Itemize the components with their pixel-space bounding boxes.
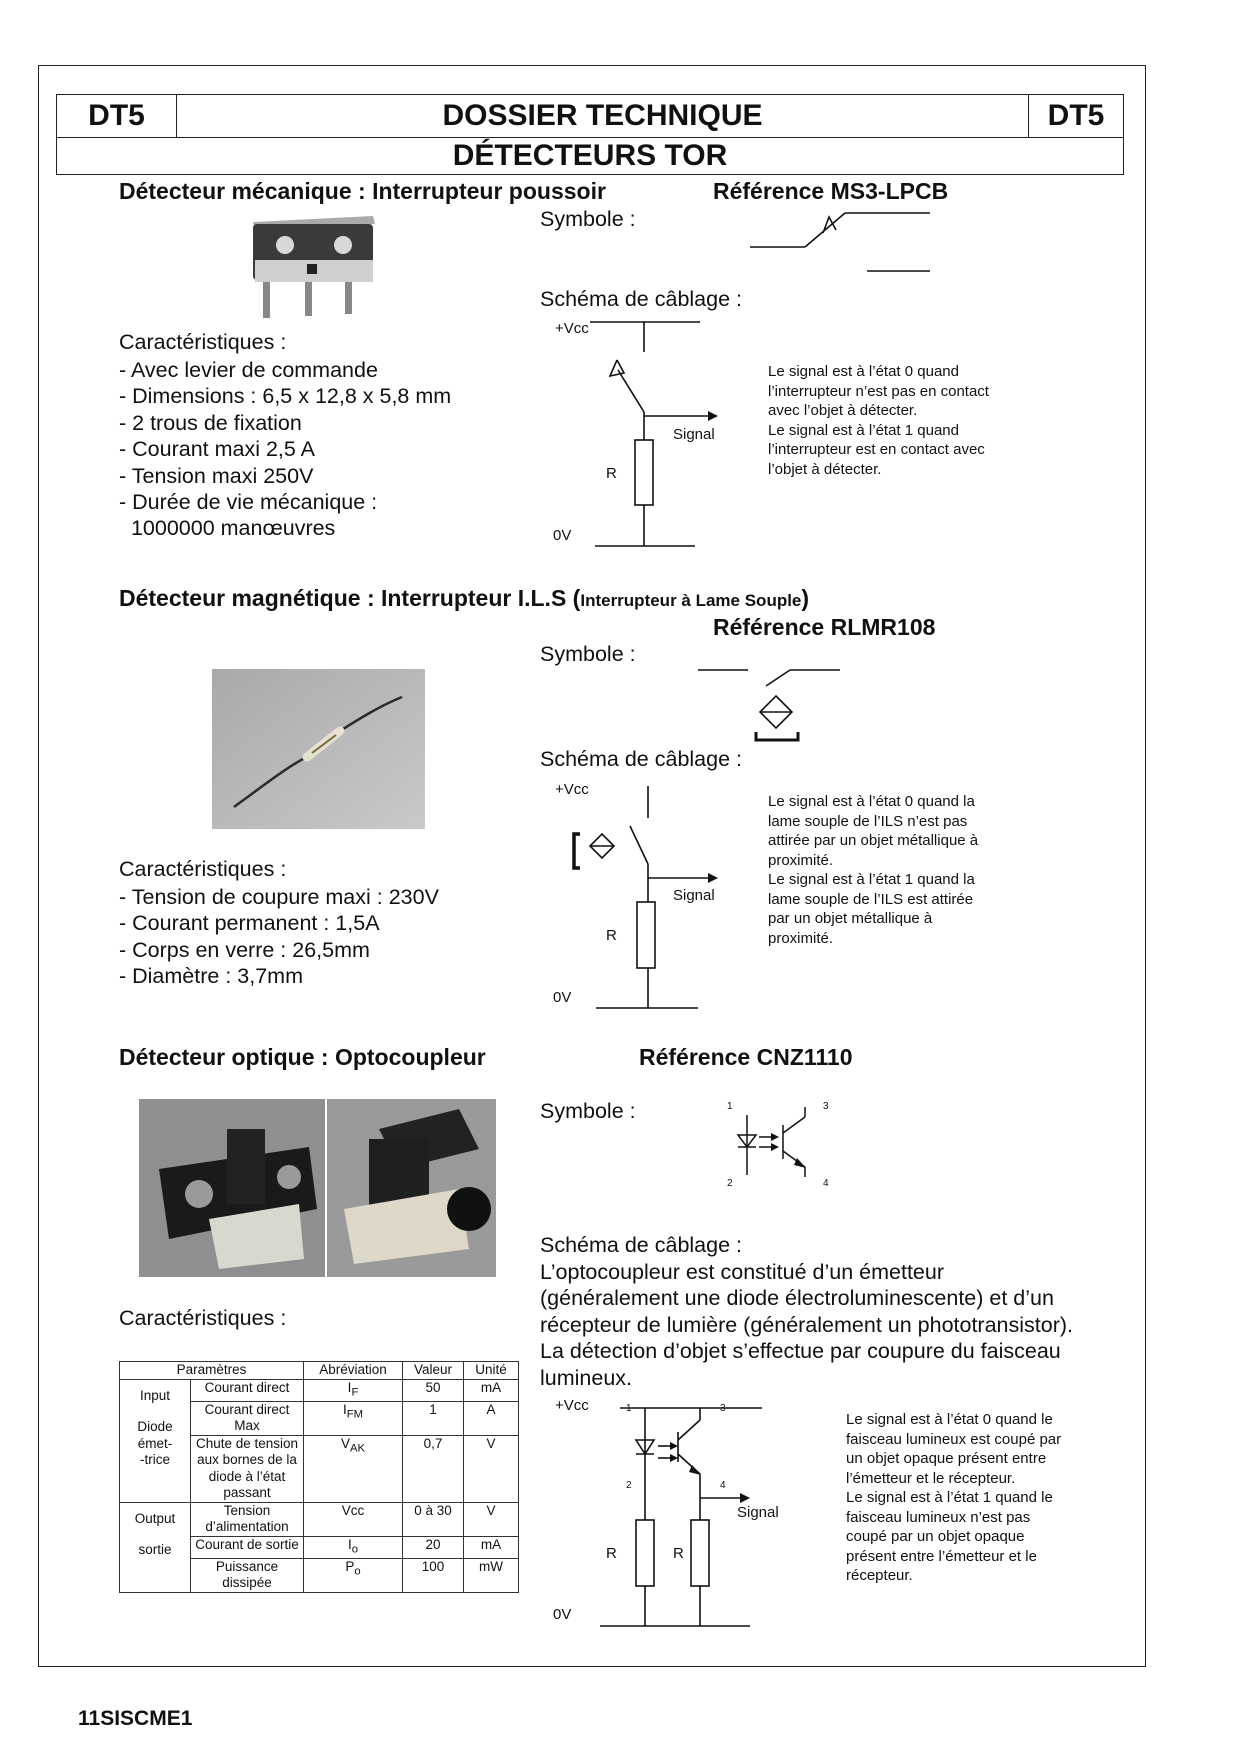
mecanique-0v-label: 0V bbox=[553, 527, 572, 544]
mecanique-vcc-label: +Vcc bbox=[555, 320, 589, 337]
pushbutton-symbol bbox=[750, 205, 940, 275]
doc-code-right: DT5 bbox=[1028, 94, 1124, 138]
table-row: Output sortie Tension d’alimentation Vcc 0 à 30 V bbox=[120, 1502, 519, 1536]
doc-code-left: DT5 bbox=[56, 94, 177, 138]
table-row: Puissance dissipée $P_o$ 100 mW bbox=[120, 1558, 519, 1592]
list-item: 1000000 manœuvres bbox=[119, 516, 336, 541]
mecanique-r-label: R bbox=[606, 465, 617, 482]
optocoupleur-symbol bbox=[735, 1105, 835, 1185]
magnetique-wiring-diagram bbox=[566, 780, 710, 1012]
microswitch-photo bbox=[245, 210, 380, 325]
mecanique-reference: Référence MS3-LPCB bbox=[713, 178, 949, 204]
list-item: - Courant permanent : 1,5A bbox=[119, 911, 380, 936]
mecanique-wiring-diagram bbox=[590, 318, 710, 550]
mecanique-cablage-label: Schéma de câblage : bbox=[540, 287, 742, 311]
wiring-pin-4: 4 bbox=[720, 1480, 726, 1491]
magnetique-cablage-label: Schéma de câblage : bbox=[540, 747, 742, 771]
magnetique-note: Le signal est à l’état 0 quand la lame souple de l’ILS n’est pas attirée par un objet métallique à proximité. Le signal est à l’état 1 quand la lame souple de l’ILS est attirée par un objet métallique à proximité. bbox=[768, 793, 979, 947]
list-item: - Durée de vie mécanique : bbox=[119, 490, 378, 515]
optique-symbole-label: Symbole : bbox=[540, 1099, 636, 1123]
optique-description: L’optocoupleur est constitué d’un émetteur (généralement une diode électroluminescente) et d’un récepteur de lumière (généralement un phototransistor). La détection d’objet s’effectue par coupure du faisceau lumineux. bbox=[540, 1260, 1074, 1390]
table-row: Courant de sortie $I_o$ 20 mA bbox=[120, 1536, 519, 1558]
mecanique-heading: Détecteur mécanique : Interrupteur poussoir bbox=[119, 178, 606, 204]
doc-subtitle: DÉTECTEURS TOR bbox=[56, 137, 1124, 175]
ils-symbol bbox=[698, 662, 843, 744]
table-row: Chute de tension aux bornes de la diode à l’état passant $V_{AK}$ 0,7 V bbox=[120, 1435, 519, 1502]
optique-carac-title: Caractéristiques : bbox=[119, 1306, 287, 1330]
magnetique-carac-list bbox=[119, 884, 439, 990]
list-item: - Tension de coupure maxi : 230V bbox=[119, 885, 439, 909]
magnetique-vcc-label: +Vcc bbox=[555, 781, 589, 798]
pin-3-label: 3 bbox=[823, 1101, 829, 1112]
optique-cablage-label: Schéma de câblage : bbox=[540, 1233, 742, 1257]
magnetique-symbole-label: Symbole : bbox=[540, 642, 636, 666]
optique-vcc-label: +Vcc bbox=[555, 1397, 589, 1414]
wiring-pin-2: 2 bbox=[626, 1480, 632, 1491]
magnetique-reference: Référence RLMR108 bbox=[713, 614, 936, 640]
optique-wiring-diagram bbox=[590, 1400, 770, 1630]
optique-r2-label: R bbox=[673, 1545, 684, 1562]
mecanique-carac-list bbox=[119, 357, 451, 542]
list-item: - Diamètre : 3,7mm bbox=[119, 964, 303, 989]
magnetique-carac-title: Caractéristiques : bbox=[119, 857, 287, 881]
list-item: - Courant maxi 2,5 A bbox=[119, 437, 315, 462]
optique-0v-label: 0V bbox=[553, 1606, 572, 1623]
magnetique-heading: Détecteur magnétique : Interrupteur I.L.S (Interrupteur à Lame Souple) bbox=[119, 585, 810, 611]
wiring-pin-1: 1 bbox=[626, 1403, 632, 1414]
magnetique-r-label: R bbox=[606, 927, 617, 944]
pin-1-label: 1 bbox=[727, 1101, 733, 1112]
mecanique-signal-label: Signal bbox=[673, 426, 715, 443]
list-item: - Corps en verre : 26,5mm bbox=[119, 937, 370, 962]
list-item: - Tension maxi 250V bbox=[119, 463, 314, 488]
table-header-row: Paramètres Abréviation Valeur Unité bbox=[120, 1362, 519, 1380]
list-item: - 2 trous de fixation bbox=[119, 410, 302, 435]
pin-4-label: 4 bbox=[823, 1178, 829, 1189]
optique-spec-table bbox=[119, 1361, 519, 1593]
optique-heading: Détecteur optique : Optocoupleur bbox=[119, 1044, 486, 1070]
optique-r1-label: R bbox=[606, 1545, 617, 1562]
table-row: Courant direct Max $I_{FM}$ 1 A bbox=[120, 1401, 519, 1435]
table-row: Input Diode émet- -trice Courant direct $I_F$ 50 mA bbox=[120, 1379, 519, 1401]
list-item: - Avec levier de commande bbox=[119, 358, 378, 382]
optique-signal-label: Signal bbox=[737, 1504, 779, 1521]
mecanique-note: Le signal est à l’état 0 quand l’interrupteur n’est pas en contact avec l’objet à détecter. Le signal est à l’état 1 quand l’interrupteur est en contact avec l’objet à détecter. bbox=[768, 363, 989, 478]
doc-title: DOSSIER TECHNIQUE bbox=[176, 94, 1029, 138]
optique-note: Le signal est à l’état 0 quand le faisceau lumineux est coupé par un objet opaque présent entre l’émetteur et le récepteur. Le signal est à l’état 1 quand le faisceau lumineux n’est pas coupé par un objet opaque présent entre l’émetteur et le récepteur. bbox=[846, 1411, 1062, 1584]
mecanique-symbole-label: Symbole : bbox=[540, 207, 636, 231]
reed-switch-photo bbox=[212, 669, 425, 829]
list-item: - Dimensions : 6,5 x 12,8 x 5,8 mm bbox=[119, 384, 452, 409]
optique-reference: Référence CNZ1110 bbox=[639, 1044, 853, 1070]
mecanique-carac-title: Caractéristiques : bbox=[119, 330, 287, 354]
magnetique-signal-label: Signal bbox=[673, 887, 715, 904]
footer-code: 11SISCME1 bbox=[78, 1707, 193, 1730]
optocoupleur-photos bbox=[139, 1099, 496, 1277]
wiring-pin-3: 3 bbox=[720, 1403, 726, 1414]
magnetique-0v-label: 0V bbox=[553, 989, 572, 1006]
pin-2-label: 2 bbox=[727, 1178, 733, 1189]
